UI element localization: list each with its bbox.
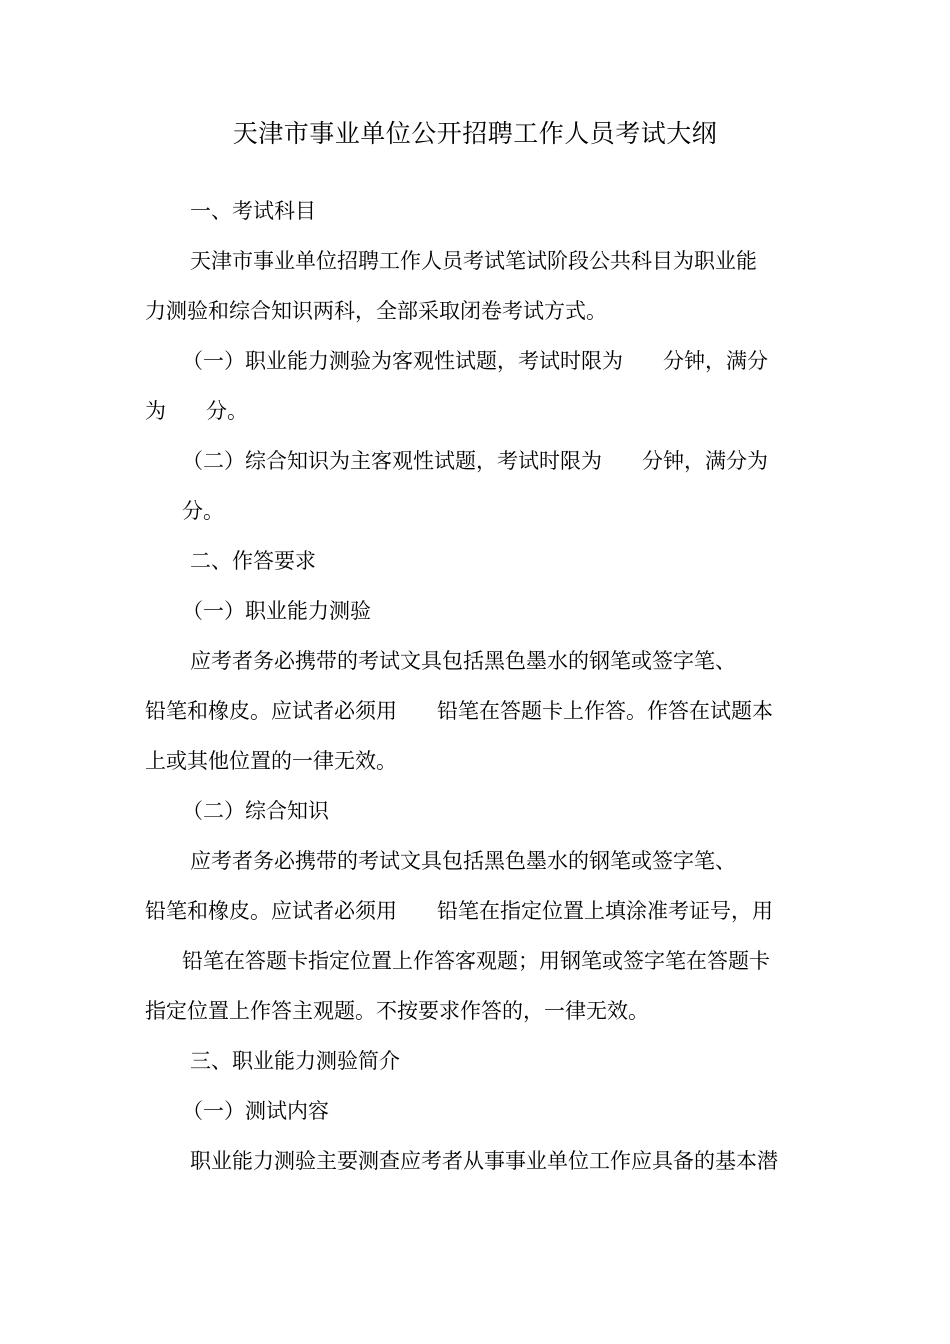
heading-answer-requirements: 二、作答要求 bbox=[190, 549, 316, 573]
paragraph-line: 上或其他位置的一律无效。 bbox=[145, 749, 397, 773]
paragraph-line: 应考者务必携带的考试文具包括黑色墨水的钢笔或签字笔、 bbox=[190, 649, 736, 673]
paragraph-line: 应考者务必携带的考试文具包括黑色墨水的钢笔或签字笔、 bbox=[190, 849, 736, 873]
paragraph-line: 分。 bbox=[182, 499, 224, 523]
paragraph-line: （一）职业能力测验为客观性试题，考试时限为 分钟，满分 bbox=[182, 349, 769, 373]
paragraph-line: 指定位置上作答主观题。不按要求作答的，一律无效。 bbox=[145, 999, 649, 1023]
paragraph-line: 为 分。 bbox=[145, 399, 249, 423]
paragraph-line: 铅笔在答题卡指定位置上作答客观题；用钢笔或签字笔在答题卡 bbox=[182, 949, 770, 973]
paragraph-line: 天津市事业单位招聘工作人员考试笔试阶段公共科目为职业能 bbox=[190, 249, 757, 273]
subheading-vocational-ability: （一）职业能力测验 bbox=[182, 599, 371, 623]
document-title: 天津市事业单位公开招聘工作人员考试大纲 bbox=[232, 119, 718, 148]
paragraph-line: （二）综合知识为主客观性试题，考试时限为 分钟，满分为 bbox=[182, 449, 769, 473]
heading-vocational-ability-intro: 三、职业能力测验简介 bbox=[190, 1049, 400, 1073]
subheading-test-content: （一）测试内容 bbox=[182, 1099, 329, 1123]
paragraph-line: 铅笔和橡皮。应试者必须用 铅笔在答题卡上作答。作答在试题本 bbox=[145, 699, 774, 723]
heading-exam-subjects: 一、考试科目 bbox=[190, 199, 316, 223]
paragraph-line: 力测验和综合知识两科，全部采取闭卷考试方式。 bbox=[145, 299, 607, 323]
paragraph-line: 职业能力测验主要测查应考者从事事业单位工作应具备的基本潜 bbox=[190, 1149, 778, 1173]
subheading-general-knowledge: （二）综合知识 bbox=[182, 799, 329, 823]
paragraph-line: 铅笔和橡皮。应试者必须用 铅笔在指定位置上填涂准考证号，用 bbox=[145, 899, 774, 923]
